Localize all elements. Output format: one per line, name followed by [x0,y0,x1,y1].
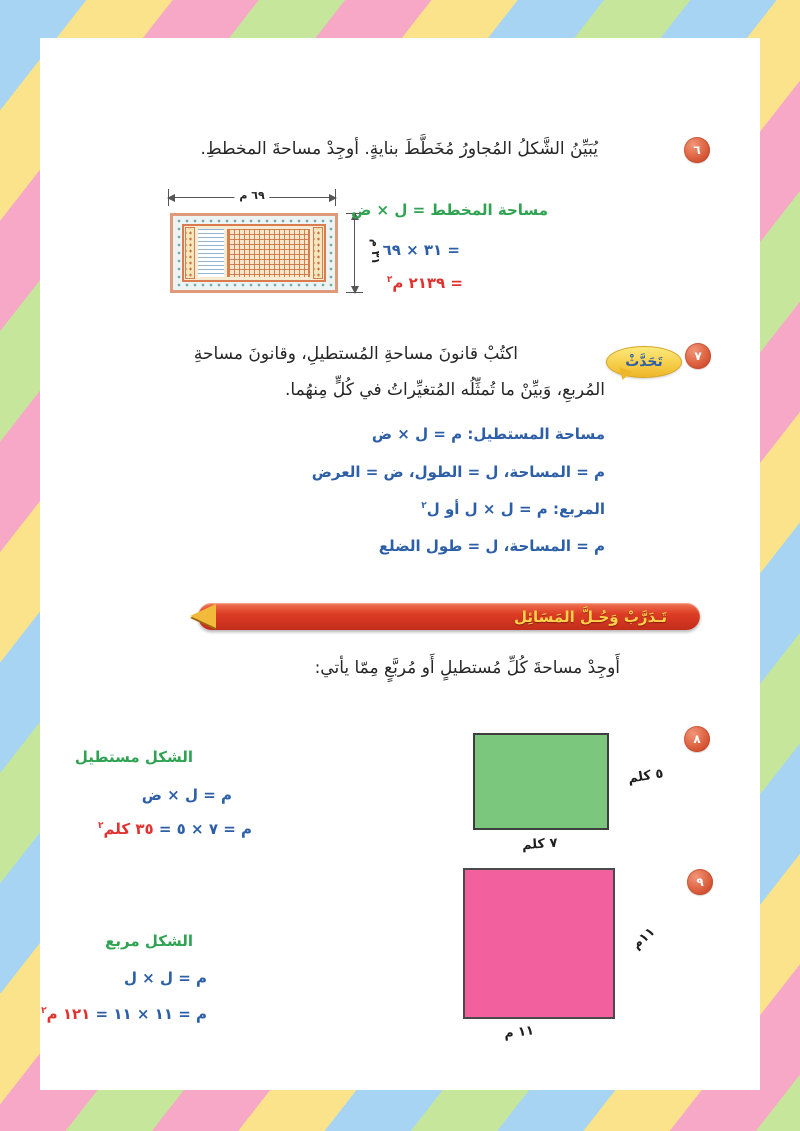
q7-answer-rectangle-variables: م = المساحة، ل = الطول، ض = العرض [311,463,605,481]
pink-square-shape [463,868,615,1019]
q6-substitution-step: = ٣١ × ٦٩ [382,241,460,259]
banner-chevron-icon [190,604,216,628]
plan-inner-structure [182,224,326,282]
plan-width-label: ٦٩ م [234,189,269,202]
q7-answer-square-variables: م = المساحة، ل = طول الضلع [378,537,605,555]
squared-exponent: ٢ [97,821,104,831]
q8-calculation [98,820,252,838]
green-rectangle-shape [473,733,609,830]
height-dimension-arrow [354,213,355,293]
dimension-tick [346,292,363,293]
q9-result-value: ١٢١ م$^٢$ [41,1005,91,1023]
q8-area-law: م = ل × ض [141,786,232,804]
square-side-label-right: ١١م [629,924,659,953]
talk-speech-bubble-badge: تَحَدَّثْ [606,346,682,378]
question-7-statement-line2: المُربعِ، وَبيِّنْ ما تُمثِّلُه المُتغيِّراتُ في كُلٍّ مِنهُما. [285,380,605,400]
q9-area-law: م = ل × ل [123,969,207,987]
page-content-area [40,38,760,1090]
q6-result-value: = ٢١٣٩ م [392,274,463,292]
q8-result-value: ٣٥ كلم$^٢$ [97,820,154,838]
plan-grid-hall [227,229,310,277]
q7-answer-square-law-text: المربع: م = ل × ل أو ل [426,500,605,518]
squared-exponent: ٢ [41,1006,47,1016]
q9-calc-blue-part: م = ١١ × ١١ = [95,1005,207,1023]
practice-intro-text: أَوجِدْ مساحةَ كُلِّ مُستطيلٍ أَو مُربَّعٍ مِمّا يأتي: [314,658,620,678]
question-number-badge-7: ٧ [685,343,711,369]
question-6-statement: يُبَيِّنُ الشَّكلُ المُجاورُ مُخَطَّطَ بنايةٍ. أوجِدْ مساحةَ المخططِ. [200,139,598,159]
question-number-badge-8: ٨ [684,726,710,752]
rectangle-height-label: ٥ كلم [627,766,665,787]
plan-column-row-left [185,227,195,279]
plan-height-label: ٣١ م [369,238,383,265]
plan-column-row-right [313,227,323,279]
q6-result [387,274,463,292]
q7-answer-square-law [421,500,605,518]
plan-outer-colonnade [170,213,338,293]
q8-shape-type-label: الشكل مستطيل [74,748,193,766]
q9-shape-type-label: الشكل مربع [105,932,193,950]
rectangle-width-label: ٧ كلم [521,835,559,854]
plan-lined-hall [198,229,224,277]
banner-title: تَـدَرَّبْ وَحُـلَّ المَسَائِل [514,607,667,626]
q6-area-law: مساحة المخطط = ل × ض [351,201,548,219]
q9-calculation [41,1005,207,1023]
dimension-tick [168,189,169,206]
square-side-label-bottom: ١١ م [503,1023,535,1042]
question-number-badge-9: ٩ [687,869,713,895]
q7-answer-rectangle-law: مساحة المستطيل: م = ل × ض [371,425,605,443]
q8-calc-blue-part: م = ٧ × ٥ = [158,820,252,838]
dimension-tick [335,189,336,206]
squared-exponent: ٢ [386,275,393,285]
squared-exponent: ٢ [421,501,427,511]
question-7-statement-line1: اكتُبْ قانونَ مساحةِ المُستطيلِ، وقانونَ مساحةِ [193,344,518,364]
width-dimension-arrow [168,189,336,202]
question-number-badge-6: ٦ [684,137,710,163]
practice-section-banner [198,603,700,630]
